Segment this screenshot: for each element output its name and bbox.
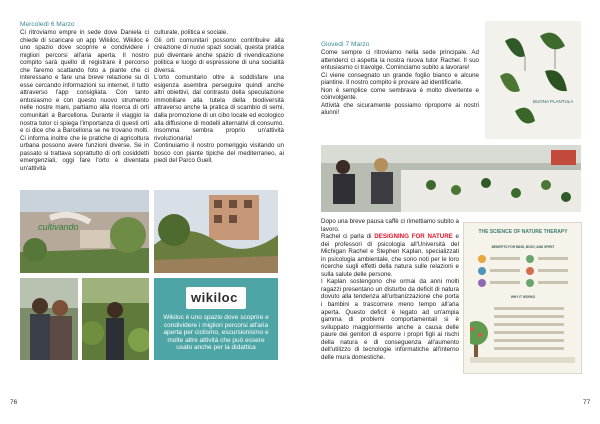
plant-note-text: BUONA PLANTULA: [533, 99, 574, 104]
right-column-2-intro: Dopo una breve pausa caffè ci rimettiamo subito a lavoro. Rachel ci parla di: [321, 218, 459, 241]
left-date-title: Mercoledì 6 Marzo: [20, 21, 75, 28]
right-date-title: Giovedì 7 Marzo: [321, 41, 370, 48]
left-page-number: 76: [10, 399, 18, 406]
poster-title: THE SCIENCE OF NATURE THERAPY: [478, 229, 568, 235]
right-column-1: Come sempre ci ritroviamo nella sede principale. Ad attenderci ci aspetta la nostra nuova tutor Rachel. Il suo entusiasmo ci travolge. Cominciamo subito a lavorare! Ci viene consegnato un grande foglio bianco e alcune piantine. Il nostro compito è provare ad identificarle. Non è semplice come sembrava è molto divertente e coinvolgente. Attività che sicuramente possiamo riproporre ai nostri alunni!: [321, 49, 479, 117]
right-column-2-rest: e dei professori di psicologia all'Università del Michigan Rachel e Stephen Kaplan, specializzati in psicologia ambientale, che sono noti per le loro ricerche sugli effetti della natura sulle relazioni e sulla salute delle persone. I Kaplan sostengono che ormai da anni molti ragazzi presentano un disturbo da deficit di natura dovuto alla tendenza all'urbanizzazione che porta i bambini a trascorrere meno tempo all'aria aperta. Questo deficit è legato ad un'ampia gamma di problemi comportamentali si è sviluppato maggiormente anche a causa delle paure dei genitori di esporre i propri figli ai rischi della natura e di conseguenza all'aumento dell'utilizzo di tecnologie informatiche all'interno delle mura domestiche.: [321, 233, 459, 361]
wikiloc-caption: Wikiloc è uno spazio dove scoprire e condividere i migliori percorsi all'aria aperta per ciclismo, escursionismo e molte altre attività che può essere usato anche per la didattica: [163, 314, 269, 352]
right-column-2: [321, 218, 459, 361]
workshop-photo: [321, 145, 581, 212]
garden-sign-photo: [20, 190, 149, 273]
garden-sign-text: cultivando: [38, 222, 79, 232]
participants-photo-2: [82, 278, 149, 360]
left-column-1: Ci ritroviamo empre in sede dove Daniela ci chiede di scaricare un app Wikiloc. Wikiloc è uno spazio dove scoprire e condividere i migliori percorsi all'aria aperta. Il nostro compito sarà quello di registrare il percorso che faremo scattando foto a piante che ci interessano e fare una breve relazione su di esse cercando informazioni su internet, il tutto attraverso l'app consigliata. Con tanto entusiasmo e con questo nuovo strumento nelle nostre mani, partiamo alla ricerca di orti comunitari a Barcellona. Durante il viaggio la nostra tutor ci spiega l'importanza di questi orti e ci dice che a Barcellona se ne trovano molti. Ci informa inoltre che le pratiche di agricoltura urbana possono avere funzioni diverse. Se in passato si trattava soprattutto di orti cosiddetti emergenziali, oggi fare l'orto è diventata un'attività: [20, 29, 149, 172]
plant-identification-photo: [485, 21, 581, 139]
participants-photo-1: [20, 278, 78, 360]
right-page-number: 77: [583, 399, 591, 406]
poster-subtitle: BENEFITS FOR MIND, BODY, AND SPIRIT: [491, 245, 555, 249]
city-garden-photo: [154, 190, 278, 273]
poster-subtitle-2: WHY IT WORKS: [510, 295, 536, 299]
left-column-2: culturale, politica e sociale. Gli orti comunitari possono contribuire alla creazione di nuovi spazi sociali, questa pratica può diventare anche spazio di rivendicazione politica e luogo di espressione di una socialità diversa. L'orto comunitario oltre a soddisfare una esigenza asembra perseguire quindi anche altri obiettivi, dal contrasto della speculazione immobiliare alla tutela della biodiversità attraverso anche la pratica di scambio di semi, dalla promozione di un cibo locale ed ecologico alla diffusione di modelli alternativi di consumo. Insomma sembra proprio un'attività rivoluzionaria! Continuiamo il nostro pomeriggio visitando un bosco con piante tipiche del mediterraneo, ai piedi del Parco Guell.: [154, 29, 284, 165]
designing-for-nature-highlight: DESIGNING FOR NATURE: [374, 233, 453, 241]
nature-therapy-poster: [463, 222, 582, 374]
wikiloc-logo-text: wikiloc: [191, 290, 238, 305]
right-page: [300, 0, 600, 424]
wikiloc-info-box: [154, 278, 278, 360]
wikiloc-logo: [186, 287, 246, 309]
